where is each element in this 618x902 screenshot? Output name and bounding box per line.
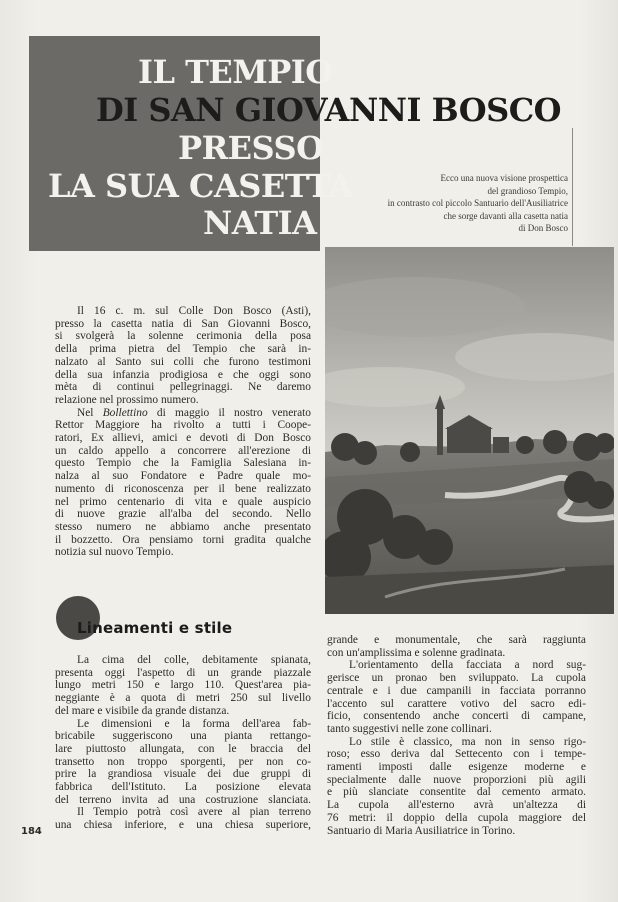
text-line: Il 16 c. m. sul Colle Don Bosco (Asti),	[77, 305, 311, 317]
title-line-1: IL TEMPIO	[138, 53, 333, 91]
text-line: grande e monumentale, che sarà raggiunta	[327, 634, 586, 646]
caption-line: che sorge davanti alla casetta natia	[443, 210, 568, 221]
right-paragraph-3	[327, 736, 586, 838]
text-line: ratori, Ex allievi, amici e devoti di Don Bosco	[55, 432, 311, 445]
text-line: del terreno invita ad una costruzione slanciata.	[55, 793, 311, 806]
text-line: della prima pietra del Tempio che sarà in-	[55, 343, 311, 356]
text-line: notizia sul nuovo Tempio.	[55, 546, 174, 559]
caption-line: in contrasto col piccolo Santuario dell'Ausiliatrice	[387, 198, 568, 208]
right-paragraph-2	[327, 659, 586, 735]
title-line-2: DI SAN GIOVANNI BOSCO	[96, 91, 562, 129]
text-line: bricabile suggeriscono una pianta rettango-	[55, 730, 311, 743]
text-line: Santuario di Maria Ausiliatrice in Torino.	[327, 824, 516, 837]
text-line: Il Tempio potrà così avere al pian terreno	[77, 806, 311, 819]
text-line: il bozzetto. Ora pensiamo torni gradita qualche	[55, 533, 311, 546]
text-line: specialmente dalle nuove proporzioni più agili	[327, 773, 586, 786]
left-paragraph-2	[55, 718, 311, 832]
text-line: gerisce un pronao ben sviluppato. La cupola	[327, 672, 586, 685]
left-paragraph-1	[55, 654, 311, 718]
text-line: con un'amplissima e solenne gradinata.	[327, 646, 506, 659]
text-line: nalza al suo Fondatore e Padre quale mo-	[55, 470, 311, 483]
title-line-3: PRESSO	[178, 129, 324, 167]
text-line: roso; esso deriva dal Settecento con i tempe-	[327, 748, 586, 761]
temple-photo	[325, 247, 614, 614]
text-line: tanto suggestivi nelle zone collinari.	[327, 722, 492, 735]
text-line: transetto non troppo sporgenti, per non co-	[55, 755, 311, 768]
text-line: 76 metri: il doppio della cupola maggiore del	[327, 811, 586, 824]
text-line: nalzato al Santo sui colli che furono testimoni	[55, 355, 311, 368]
text-line: La cupola all'esterno avrà un'altezza di	[327, 799, 586, 812]
intro-paragraph-2	[55, 407, 311, 559]
text-fragment: di maggio il nostro venerato	[147, 406, 311, 419]
text-fragment: Nel	[77, 406, 103, 419]
text-line: stesso numero ne abbiamo anche presentato	[55, 520, 311, 533]
right-column-text	[327, 634, 586, 837]
text-line: lare piuttosto allungata, con le braccia del	[55, 742, 311, 755]
text-line: Rettor Maggiore ha rivolto a tutti i Coope-	[55, 419, 311, 432]
text-line: relazione nel prossimo numero.	[55, 393, 199, 406]
text-line: di nuove grazie all'alba del secondo. Nello	[55, 508, 311, 521]
text-line: mèta di continui pellegrinaggi. Ne daremo	[55, 381, 311, 394]
caption-line: di Don Bosco	[518, 223, 568, 233]
text-line: L'orientamento della facciata a nord sug-	[349, 659, 586, 672]
publication-name: Bollettino	[102, 406, 148, 419]
text-line: un caldo appello a concorrere all'erezione di	[55, 444, 311, 457]
text-line: ramenti imposti dalle esigenze moderne e	[327, 761, 586, 774]
intro-text	[55, 305, 311, 559]
text-line: della sua infanzia prodigiosa e che oggi sono	[55, 368, 311, 381]
text-line: numento di riconoscenza per il bene realizzato	[55, 482, 311, 495]
text-line: Le dimensioni e la forma dell'area fab-	[77, 717, 311, 730]
page-number: 184	[21, 826, 42, 837]
text-line: l'accento sul carattere votivo del sacro edi-	[327, 697, 586, 710]
text-line: presso la casetta natia di San Giovanni Bosco,	[55, 317, 311, 330]
text-line: una chiesa inferiore, e una chiesa superiore,	[55, 819, 311, 832]
photo-caption	[338, 172, 568, 235]
text-line: neggiante è a quota di metri 250 sul livello	[55, 692, 311, 705]
text-line: fabbrica dell'Istituto. La posizione elevata	[55, 781, 311, 794]
title-line-4: LA SUA CASETTA	[48, 167, 353, 205]
title-line-5: NATIA	[203, 204, 317, 242]
text-line: prire la grandiosa visuale dei due gruppi di	[55, 768, 311, 781]
text-line: si svolgerà la solenne cerimonia della posa	[55, 330, 311, 343]
text-line: centrale e i due campanili in facciata porranno	[327, 684, 586, 697]
text-line: ficio, consentendo anche concerti di campane,	[327, 710, 586, 723]
left-column-text	[55, 654, 311, 832]
caption-line: del grandioso Tempio,	[487, 185, 568, 196]
text-line	[55, 407, 311, 420]
text-line: e più slanciate consentite dal cemento armato.	[327, 786, 586, 799]
caption-line: Ecco una nuova visione prospettica	[440, 173, 568, 183]
text-line: La cima del colle, debitamente spianata,	[77, 654, 311, 666]
landscape-illustration	[325, 247, 614, 614]
text-line: lungo metri 150 e largo 110. Quest'area pia-	[55, 679, 311, 692]
text-line: questo Tempio che la Famiglia Salesiana in-	[55, 457, 311, 470]
right-paragraph-1	[327, 634, 586, 659]
text-line: nel primo centenario di vita e quale auspicio	[55, 495, 311, 508]
text-line: del mare e visibile da grande distanza.	[55, 704, 230, 717]
intro-paragraph-1	[55, 305, 311, 407]
caption-rule	[572, 128, 573, 246]
text-line: Lo stile è classico, ma non in senso rigo-	[349, 735, 586, 748]
text-line: presenta oggi l'aspetto di un grande piazzale	[55, 666, 311, 679]
section-heading: Lineamenti e stile	[77, 619, 233, 637]
